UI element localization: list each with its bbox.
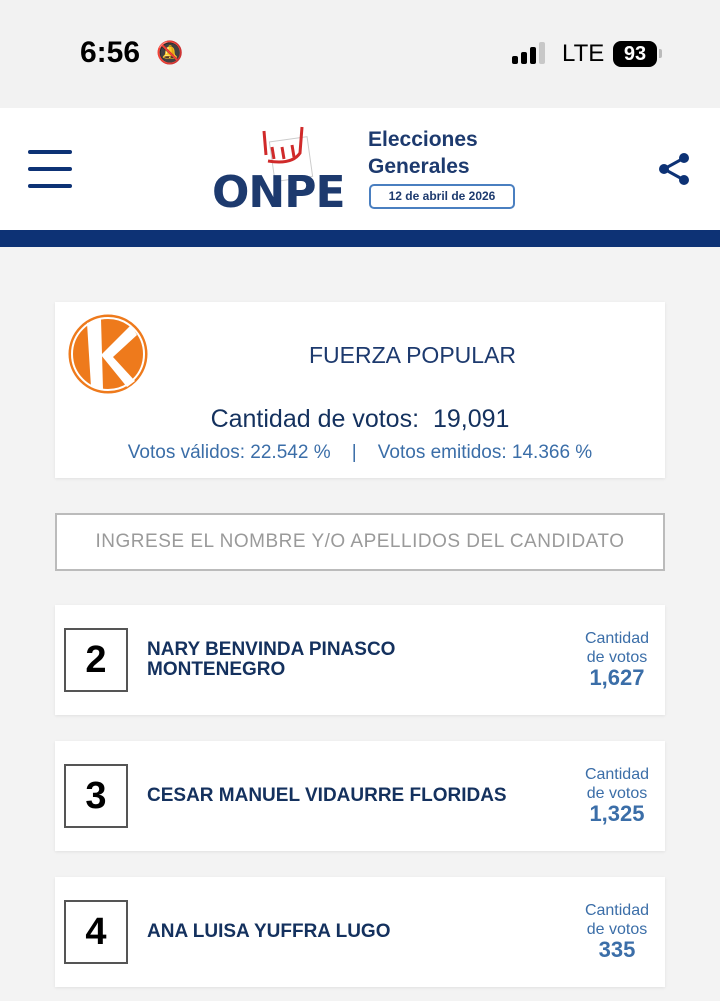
candidate-card[interactable] xyxy=(55,741,665,851)
candidate-card[interactable] xyxy=(55,877,665,987)
votes-label: Cantidad de votos: xyxy=(210,405,420,433)
party-summary-card xyxy=(55,302,665,478)
votes-label: de votos xyxy=(586,649,648,666)
bell-muted-icon: 🔕 xyxy=(156,40,184,65)
title-line2: Generales xyxy=(368,155,470,178)
candidate-name: CESAR MANUEL VIDAURRE FLORIDAS xyxy=(147,785,507,806)
candidate-number: 2 xyxy=(64,628,128,692)
votes-label: de votos xyxy=(586,921,648,938)
battery-icon: 93 xyxy=(613,41,657,67)
votes-value: 19,091 xyxy=(432,405,510,433)
emitted-votes: Votos emitidos: 14.366 % xyxy=(377,442,593,463)
party-name: FUERZA POPULAR xyxy=(308,342,517,368)
votes-label: Cantidad xyxy=(584,902,649,919)
party-votes xyxy=(55,405,665,434)
votes-label: Cantidad xyxy=(584,630,649,647)
battery-tip xyxy=(659,49,662,58)
app-header xyxy=(0,108,720,230)
separator: | xyxy=(351,442,357,463)
network-type: LTE xyxy=(562,40,605,67)
hamburger-menu-icon[interactable] xyxy=(28,150,72,188)
party-percentages xyxy=(55,442,665,464)
status-bar xyxy=(0,0,720,108)
candidate-votes xyxy=(585,629,649,689)
valid-votes: Votos válidos: 22.542 % xyxy=(127,442,331,463)
signal-icon xyxy=(512,42,545,64)
election-title xyxy=(368,126,478,180)
candidate-card[interactable] xyxy=(55,605,665,715)
header-divider xyxy=(0,230,720,247)
candidate-name: NARY BENVINDA PINASCO MONTENEGRO xyxy=(147,639,396,680)
votes-label: de votos xyxy=(586,785,648,802)
votes-value: 1,627 xyxy=(589,665,645,690)
candidate-number: 3 xyxy=(64,764,128,828)
votes-value: 1,325 xyxy=(589,801,645,826)
onpe-logo: ONPE xyxy=(212,125,352,215)
share-icon[interactable] xyxy=(656,150,692,188)
votes-value: 335 xyxy=(598,937,636,962)
candidate-name: ANA LUISA YUFFRA LUGO xyxy=(147,921,391,942)
clock: 6:56 xyxy=(80,36,141,69)
election-date: 12 de abril de 2026 xyxy=(369,184,515,209)
candidate-votes xyxy=(585,765,649,825)
candidate-votes xyxy=(585,901,649,961)
votes-label: Cantidad xyxy=(584,766,649,783)
title-line1: Elecciones xyxy=(368,128,478,151)
candidate-number: 4 xyxy=(64,900,128,964)
candidate-search-input[interactable]: INGRESE EL NOMBRE Y/O APELLIDOS DEL CANDIDATO xyxy=(55,513,665,571)
